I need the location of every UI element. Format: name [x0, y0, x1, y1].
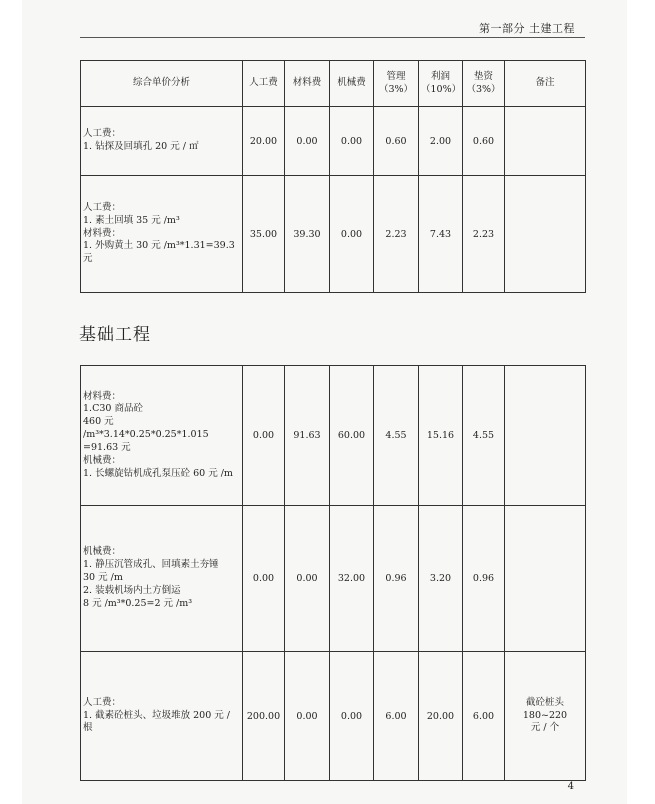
advance-fee: 2.23	[463, 176, 505, 293]
document-page	[22, 0, 627, 804]
desc-cell: 人工费： 1. 素土回填 35 元 /m³ 材料费： 1. 外购黄土 30 元 /m³*1.31=39.3 元	[81, 176, 243, 293]
profit: 7.43	[419, 176, 463, 293]
advance-fee: 0.60	[463, 107, 505, 176]
material-cost: 91.63	[285, 366, 330, 506]
advance-fee: 4.55	[463, 366, 505, 506]
section-title: 基础工程	[79, 325, 151, 345]
col-header: 材料费	[285, 61, 330, 107]
table-row	[81, 506, 586, 652]
advance-fee: 6.00	[463, 652, 505, 781]
col-header: 利润 （10%）	[419, 61, 463, 107]
machine-cost: 0.00	[330, 652, 374, 781]
unit-price-table-2	[80, 365, 586, 781]
unit-price-table-1	[80, 60, 586, 293]
remark-cell	[505, 176, 586, 293]
col-header: 人工费	[243, 61, 285, 107]
table-row	[81, 366, 586, 506]
labor-cost: 200.00	[243, 652, 285, 781]
management-fee: 2.23	[374, 176, 419, 293]
table-row	[81, 652, 586, 781]
profit: 3.20	[419, 506, 463, 652]
machine-cost: 60.00	[330, 366, 374, 506]
labor-cost: 0.00	[243, 366, 285, 506]
desc-cell: 机械费： 1. 静压沉管成孔、回填素土夯锤 30 元 /m 2. 装载机场内土方倒运 8 元 /m³*0.25=2 元 /m³	[81, 506, 243, 652]
management-fee: 4.55	[374, 366, 419, 506]
machine-cost: 0.00	[330, 107, 374, 176]
advance-fee: 0.96	[463, 506, 505, 652]
table-row	[81, 176, 586, 293]
material-cost: 0.00	[285, 506, 330, 652]
header-rule	[80, 37, 585, 38]
col-header: 管理 （3%）	[374, 61, 419, 107]
management-fee: 0.96	[374, 506, 419, 652]
material-cost: 0.00	[285, 107, 330, 176]
table-row	[81, 107, 586, 176]
table-header-row	[81, 61, 586, 107]
labor-cost: 35.00	[243, 176, 285, 293]
profit: 2.00	[419, 107, 463, 176]
labor-cost: 0.00	[243, 506, 285, 652]
col-header: 综合单价分析	[81, 61, 243, 107]
machine-cost: 32.00	[330, 506, 374, 652]
col-header: 备注	[505, 61, 586, 107]
desc-cell: 材料费： 1.C30 商品砼 460 元 /m³*3.14*0.25*0.25*1.015 =91.63 元 机械费： 1. 长螺旋钻机成孔泵压砼 60 元 /m	[81, 366, 243, 506]
page-number: 4	[567, 781, 574, 792]
management-fee: 0.60	[374, 107, 419, 176]
profit: 20.00	[419, 652, 463, 781]
col-header: 机械费	[330, 61, 374, 107]
remark-cell	[505, 506, 586, 652]
management-fee: 6.00	[374, 652, 419, 781]
remark-cell	[505, 366, 586, 506]
labor-cost: 20.00	[243, 107, 285, 176]
col-header: 垫资 （3%）	[463, 61, 505, 107]
material-cost: 39.30	[285, 176, 330, 293]
page-header: 第一部分 土建工程	[479, 22, 575, 35]
remark-cell: 截砼桩头 180~220 元 / 个	[505, 652, 586, 781]
desc-cell: 人工费： 1. 钻探及回填孔 20 元 / ㎡	[81, 107, 243, 176]
material-cost: 0.00	[285, 652, 330, 781]
machine-cost: 0.00	[330, 176, 374, 293]
desc-cell: 人工费： 1. 截素砼桩头、垃圾堆放 200 元 / 根	[81, 652, 243, 781]
profit: 15.16	[419, 366, 463, 506]
remark-cell	[505, 107, 586, 176]
